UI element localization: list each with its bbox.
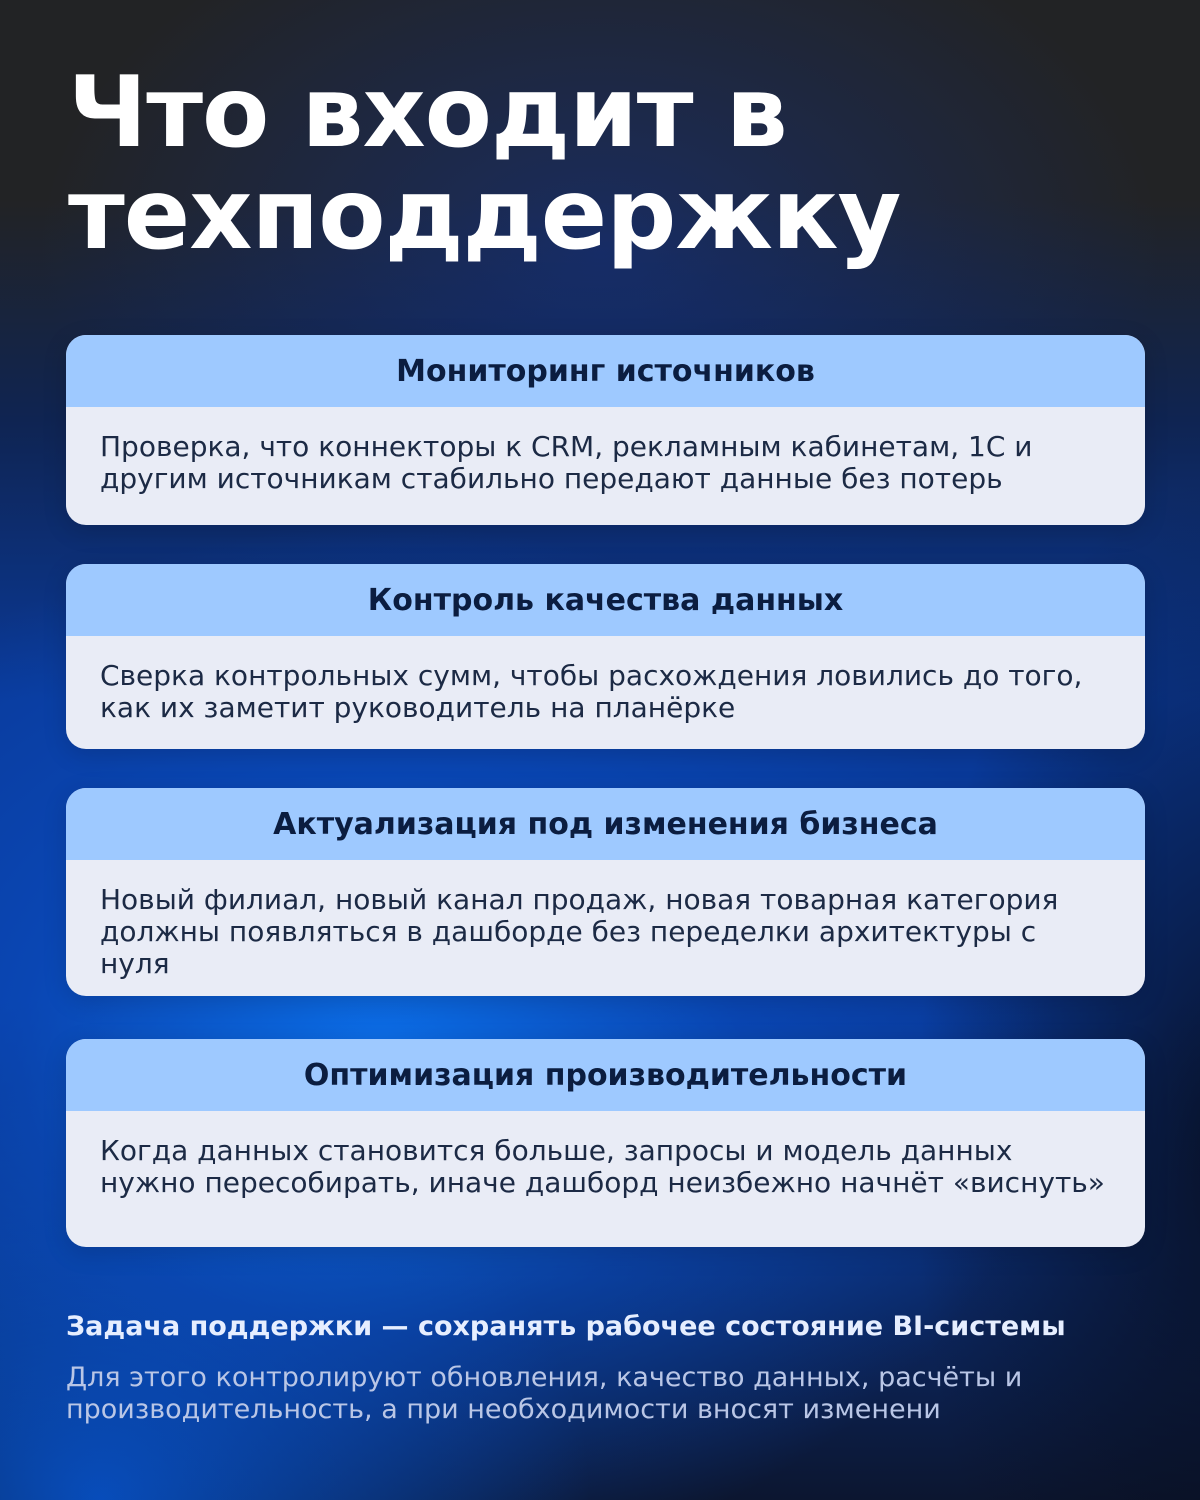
- card-heading: Мониторинг источников: [66, 335, 1145, 407]
- footer-heading: Задача поддержки — сохранять рабочее состояние BI-системы: [66, 1311, 1066, 1342]
- page-title-line-2: техподдержку: [68, 158, 901, 272]
- card-text: Проверка, что коннекторы к CRM, рекламным кабинетам, 1С и другим источникам стабильно передают данные без потерь: [100, 430, 1033, 495]
- card-text: Когда данных становится больше, запросы и модель данных нужно пересобирать, иначе дашборд неизбежно начнёт «виснуть»: [100, 1134, 1105, 1199]
- card-source-monitoring: [66, 335, 1145, 525]
- page-title-line-1: Что входит в: [68, 56, 787, 170]
- card-heading: Оптимизация производительности: [66, 1039, 1145, 1111]
- card-business-updates: [66, 788, 1145, 996]
- page-title: [68, 56, 901, 272]
- card-heading: Контроль качества данных: [66, 564, 1145, 636]
- card-text: Новый филиал, новый канал продаж, новая товарная категория должны появляться в дашборде без переделки архитектуры с нуля: [100, 883, 1059, 980]
- footer-text: Для этого контролируют обновления, качество данных, расчёты и производительность, а при необходимости вносят изменени: [66, 1362, 1023, 1425]
- card-data-quality: [66, 564, 1145, 749]
- card-text: Сверка контрольных сумм, чтобы расхождения ловились до того, как их заметит руководитель на планёрке: [100, 659, 1083, 724]
- card-performance-optimization: [66, 1039, 1145, 1247]
- card-heading: Актуализация под изменения бизнеса: [66, 788, 1145, 860]
